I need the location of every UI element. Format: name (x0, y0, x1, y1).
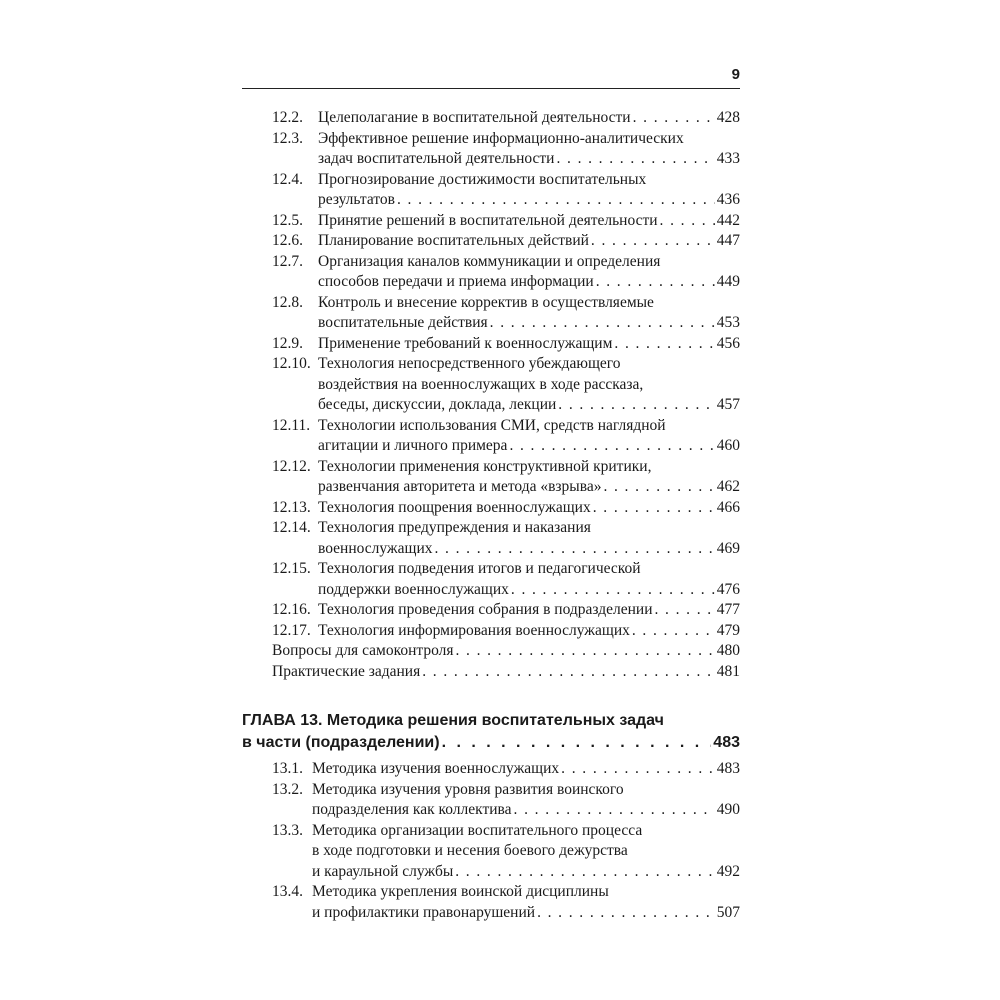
entry-title-line: Технологии применения конструктивной критики, (318, 457, 652, 475)
chapter-13-page: 483 (713, 734, 740, 751)
leader-dots (397, 190, 715, 211)
chapter-13-title-line1: ГЛАВА 13. Методика решения воспитательных задач (242, 712, 664, 729)
entry-number: 12.14. (272, 519, 311, 536)
entry-last-line (312, 759, 740, 780)
entry-number: 12.16. (272, 601, 311, 618)
entry-title-line: Технология непосредственного убеждающего (318, 355, 621, 372)
entry-title-line: результатов (318, 191, 395, 208)
entry-last-line (312, 903, 740, 924)
entry-title-line: Эффективное решение информационно-аналитических (318, 129, 684, 147)
entry-title-line: Технология поощрения военнослужащих (318, 498, 591, 516)
leader-dots (558, 395, 714, 416)
questions-entry (272, 641, 740, 662)
entry-last-line (318, 600, 740, 621)
leader-dots (514, 800, 715, 821)
leader-dots (556, 149, 714, 170)
chapter-13-title-text: в части (подразделении) (242, 734, 440, 751)
entry-title-line: Методика изучения военнослужащих (312, 760, 560, 777)
entry-title-line: и караульной службы (312, 862, 454, 880)
entry-body (312, 780, 740, 821)
entry-last-line (318, 211, 740, 232)
entry-page: 428 (716, 109, 740, 126)
entry-title-line: и профилактики правонарушений (312, 903, 536, 921)
entry-page: 479 (716, 621, 740, 639)
entry-body (312, 821, 740, 883)
entry-title-line: Методика организации воспитательного процесса (312, 821, 643, 839)
entry-page: 483 (716, 760, 740, 777)
chapter-13-heading (242, 710, 740, 754)
entry-body (318, 293, 740, 334)
entry-title-line: Организация каналов коммуникации и определения (318, 252, 661, 270)
page-number: 9 (731, 66, 740, 83)
entry-last-line (318, 477, 740, 498)
entry-last-line (318, 539, 740, 560)
entry-title-line: задач воспитательной деятельности (318, 150, 555, 167)
entry-number: 13.2. (272, 780, 303, 798)
leader-dots (455, 641, 714, 662)
entry-title-line: военнослужащих (318, 539, 433, 557)
entry-number: 13.1. (272, 760, 303, 777)
entry-last-line (318, 436, 740, 457)
entry-body (318, 108, 740, 129)
leader-dots (435, 539, 715, 560)
leader-dots (596, 272, 715, 293)
entry-body (318, 621, 740, 642)
entry-last-line (318, 580, 740, 601)
entry-body (318, 231, 740, 252)
entry-page: 477 (716, 601, 740, 618)
entry-title-line: агитации и личного примера (318, 437, 508, 454)
entry-page: 476 (716, 580, 740, 598)
leader-dots (603, 477, 714, 498)
entry-title-line: воздействия на военнослужащих в ходе рассказа, (318, 375, 644, 393)
entry-title-line: в ходе подготовки и несения боевого дежурства (312, 842, 628, 859)
entry-number: 12.11. (272, 416, 311, 434)
entry-number: 12.6. (272, 232, 303, 249)
leader-dots (442, 732, 712, 754)
entry-number: 12.7. (272, 252, 303, 270)
entry-title-line: Методика укрепления воинской дисциплины (312, 883, 609, 900)
questions-entry-line (272, 641, 740, 662)
entry-last-line (318, 498, 740, 519)
leader-dots (509, 436, 714, 457)
entry-page: 436 (716, 191, 740, 208)
entry-page: 453 (716, 314, 740, 331)
entry-number: 13.3. (272, 821, 303, 839)
entry-number: 12.2. (272, 109, 303, 126)
leader-dots (593, 498, 715, 519)
entry-title-line: Планирование воспитательных действий (318, 232, 589, 249)
entry-title-line: Технология информирования военнослужащих (318, 621, 630, 639)
entry-last-line (312, 800, 740, 821)
tasks-entry-text: Практические задания (272, 662, 421, 680)
leader-dots (632, 621, 715, 642)
entry-title-line: подразделения как коллектива (312, 801, 512, 818)
entry-body (318, 334, 740, 355)
entry-number: 12.4. (272, 170, 303, 188)
entry-title-line: развенчания авторитета и метода «взрыва» (318, 478, 602, 495)
entry-title-line: Технология предупреждения и наказания (318, 519, 591, 536)
entry-page: 490 (716, 801, 740, 818)
leader-dots (660, 211, 715, 232)
entry-title-line: воспитательные действия (318, 314, 488, 331)
leader-dots (561, 759, 715, 780)
leader-dots (591, 231, 715, 252)
entry-title-line: Технология проведения собрания в подразделении (318, 601, 653, 618)
entry-title-line: Технология подведения итогов и педагогической (318, 560, 641, 577)
entry-title-line: Применение требований к военнослужащим (318, 334, 613, 352)
entry-title-line: Технологии использования СМИ, средств наглядной (318, 416, 666, 434)
entry-body (318, 129, 740, 170)
entry-body (318, 211, 740, 232)
entry-number: 12.8. (272, 293, 303, 311)
entry-page: 462 (716, 478, 740, 495)
entry-body (318, 354, 740, 416)
chapter-13-title-line2 (242, 732, 740, 754)
leader-dots (537, 903, 715, 924)
entry-body (318, 559, 740, 600)
entry-last-line (318, 272, 740, 293)
entry-last-line (318, 108, 740, 129)
entry-page: 456 (716, 334, 740, 352)
leader-dots (614, 334, 714, 355)
tasks-entry-line (272, 662, 740, 683)
entry-body (318, 252, 740, 293)
entry-last-line (318, 621, 740, 642)
leader-dots (511, 580, 715, 601)
entry-page: 460 (716, 437, 740, 454)
leader-dots (633, 108, 715, 129)
entry-number: 12.17. (272, 621, 311, 639)
header-rule (242, 88, 740, 89)
entry-page: 447 (716, 232, 740, 249)
entry-page: 507 (716, 903, 740, 921)
entry-body (318, 170, 740, 211)
entry-title-line: Контроль и внесение корректив в осуществляемые (318, 293, 654, 311)
entry-page: 469 (716, 539, 740, 557)
entry-last-line (318, 190, 740, 211)
entry-last-line (318, 395, 740, 416)
entry-number: 12.9. (272, 334, 303, 352)
entry-title-line: Принятие решений в воспитательной деятельности (318, 211, 658, 229)
entry-page: 449 (716, 273, 740, 290)
entry-title-line: Целеполагание в воспитательной деятельности (318, 109, 631, 126)
entry-title-line: Прогнозирование достижимости воспитательных (318, 170, 647, 188)
leader-dots (490, 313, 715, 334)
entry-last-line (318, 313, 740, 334)
entry-page: 492 (716, 862, 740, 880)
entry-number: 12.10. (272, 355, 311, 372)
entry-body (312, 759, 740, 780)
entry-number: 13.4. (272, 883, 303, 900)
leader-dots (422, 662, 715, 683)
tasks-entry (272, 662, 740, 683)
leader-dots (455, 862, 715, 883)
entry-body (318, 416, 740, 457)
entry-last-line (318, 149, 740, 170)
tasks-entry-page: 481 (716, 662, 740, 680)
entry-body (318, 498, 740, 519)
entry-body (312, 882, 740, 923)
entry-page: 433 (716, 150, 740, 167)
entry-number: 12.12. (272, 457, 311, 475)
entry-number: 12.3. (272, 129, 303, 147)
entry-page: 466 (716, 498, 740, 516)
entry-last-line (312, 862, 740, 883)
entry-title-line: беседы, дискуссии, доклада, лекции (318, 396, 557, 413)
entry-page: 457 (716, 396, 740, 413)
entry-body (318, 518, 740, 559)
entry-number: 12.15. (272, 560, 311, 577)
leader-dots (655, 600, 715, 621)
entry-number: 12.13. (272, 498, 311, 516)
entry-last-line (318, 334, 740, 355)
entry-body (318, 457, 740, 498)
entry-title-line: поддержки военнослужащих (318, 580, 509, 598)
entry-body (318, 600, 740, 621)
entry-number: 12.5. (272, 211, 303, 229)
entry-title-line: Методика изучения уровня развития воинского (312, 780, 624, 798)
entry-page: 442 (716, 211, 740, 229)
entry-last-line (318, 231, 740, 252)
questions-entry-text: Вопросы для самоконтроля (272, 642, 454, 659)
entry-title-line: способов передачи и приема информации (318, 273, 594, 290)
questions-entry-page: 480 (716, 642, 740, 659)
